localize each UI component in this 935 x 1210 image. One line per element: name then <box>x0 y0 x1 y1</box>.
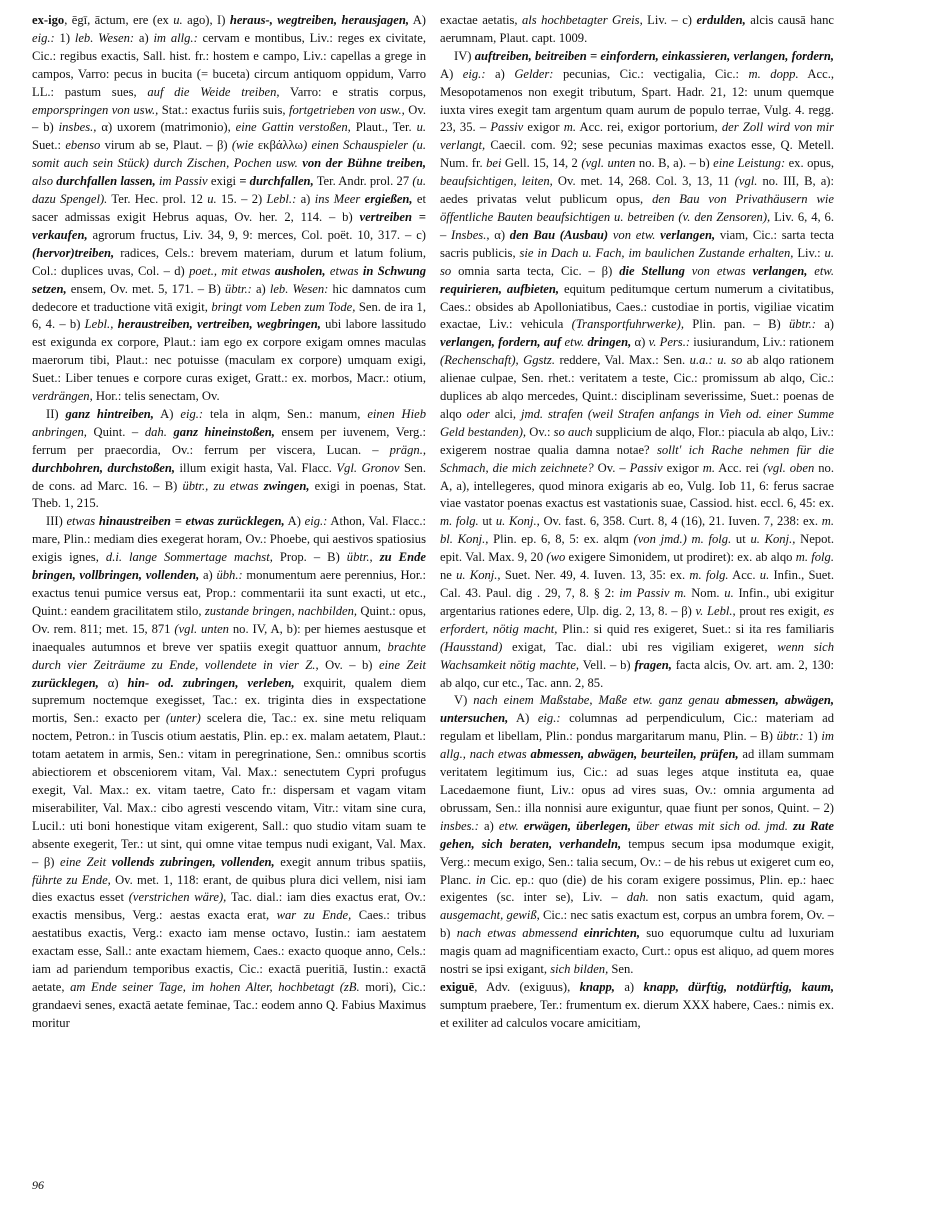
entry-exigo-section-4: IV) auftreiben, beitreiben = einfordern, einkassieren, verlangen, fordern, A) eig.: a) Gelder: pecunias, Cic.: vectigalia, Cic.: m. dopp. Acc., Mesopotamenos non exegit tributum, Spart. Hadr. 21, 12: unum quemque iuxta vires exegit tam argentum quam aurum de populo terrae, Vulg. 4. regg. 23, 35. – Passiv exigor m. Acc. rei, exigor portorium, der Zoll wird von mir verlangt, Caecil. com. 92; sese pecunias maximas exactos esse, Q. Metell. Num. fr. bei Gell. 15, 14, 2 (vgl. unten no. B, a). – b) eine Leistung: ex. opus, beaufsichtigen, leiten, Ov. met. 14, 268. Col. 3, 13, 11 (vgl. no. III, B, a): aedes privatas velut publicum opus, den Bau von Privathäusern wie öffentliche Bauten beaufsichtigen u. betreiben (v. den Zensoren), Liv. 6, 4, 6. – Insbes., α) den Bau (Ausbau) von etw. verlangen, viam, Cic.: sarta tecta sacris publicis, sie in Dach u. Fach, im baulichen Zustande erhalten, Liv.: u. so omnia sarta tecta, Cic. – β) die Stellung von etwas verlangen, etw. requirieren, aufbieten, equitum peditumque certum numerum a civitatibus, Caes.: obsides ab Apolloniatibus, Caes.: custodiae in portis, vigiliae vicatim exactae, Liv.: vehicula (Transportfuhrwerke), Plin. pan. – B) übtr.: a) verlangen, fordern, auf etw. dringen, α) v. Pers.: iusiurandum, Liv.: rationem (Rechenschaft), Ggstz. reddere, Val. Max.: Sen. u.a.: u. so ab alqo rationem alienae culpae, Sen. rhet.: veritatem a teste, Cic.: promissum ab alqo, Cic.: duplices ab alqo mercedes, Quint.: disciplinam severissime, Suet.: poenas de alqo oder alci, jmd. strafen (weil Strafen anfangs in Vieh od. einer Summe Geld bestanden), Ov.: so auch supplicium de alqo, Flor.: piacula ab alqo, Liv.: exigerem nostrae qualia damna notae? sollt' ich Rache nehmen für die Schmach, die mich zeichnete? Ov. – Passiv exigor m. Acc. rei (vgl. oben no. A, a), intellegeres, quod minora exigaris ab eo, Vulg. Iob 11, 6: ferus sacrae viae vastator poenas exactus est vastationis suae, Cassiod. hist. eccl. 6, 45: ex. m. folg. ut u. Konj., Ov. fast. 6, 358. Curt. 8, 4 (16), 21. Iuven. 7, 238: ex. m. bl. Konj., Plin. ep. 6, 8, 5: ex. alqm (von jmd.) m. folg. ut u. Konj., Nepot. epit. Val. Max. 9, 20 (wo exigere Simonidem, ut prodiret): ex. ab alqo m. folg. ne u. Konj., Suet. Ner. 49, 4. Iuven. 13, 35: ex. m. folg. Acc. u. Infin., Suet. Cal. 43. Paul. dig . 29, 7, 8. § 2: im Passiv m. Nom. u. Infin., ubi exigitur argentarius rationes edere, Ulp. dig. 2, 13, 8. – β) v. Lebl., prout res exigit, es erfordert, nötig macht, Plin.: si quid res exigeret, Suet.: si ita res familiaris (Hausstand) exigat, Tac. dial.: ubi res vigiliam exigeret, wenn sich Wachsamkeit nötig machte, Vell. – b) fragen, facta alcis, Ov. art. am. 2, 130: ab alqo, cur etc., Tac. ann. 2, 85. <box>440 48 835 690</box>
right-column <box>440 12 834 1033</box>
entry-exigo-section-2: II) ganz hintreiben, A) eig.: tela in alqm, Sen.: manum, einen Hieb anbringen, Quint. – dah. ganz hineinstoßen, ensem per iuvenem, Verg.: ferrum per praecordia, Ov.: ferrum per viscera, Lucan. – prägn., durchbohren, durchstoßen, illum exigit hasta, Val. Flacc. Vgl. Gronov Sen. de cons. ad Marc. 16. – B) übtr., zu etwas zwingen, exigi in poenas, Stat. Theb. 1, 215. <box>32 406 427 511</box>
entry-exigo-section-5: V) nach einem Maßstabe, Maße etw. ganz genau abmessen, abwägen, untersuchen, A) eig.: columnas ad perpendiculum, Cic.: materiam ad regulam et libellam, Plin.: pondus margaritarum manu, Plin. – B) übtr.: 1) im allg., nach etwas abmessen, abwägen, beurteilen, prüfen, ad illam summam veritatem legitimum ius, Cic.: ad suas leges atque instituta ea, quae Lacedaemone fiunt, Liv.: opus ad vires suas, Ov.: omnia argumenta ad obrussam, Sen.: illa nonnisi aure exiguntur, quae fiunt per sonos, Quint. – 2) insbes.: a) etw. erwägen, überlegen, über etwas mit sich od. jmd. zu Rate gehen, sich beraten, verhandeln, tempus secum ipsa modumque exigit, Verg.: mecum exigo, Sen.: talia secum, Ov.: – de his rebus ut exigeret cum eo, Planc. in Cic. ep.: quo (die) de his coram exigere possimus, Plin. ep.: haec exigentes (sc. inter se), Liv. – dah. non satis exactum, quid agam, ausgemacht, gewiß, Cic.: nec satis exactum est, corpus an umbra forem, Ov. – b) nach etwas abmessend einrichten, suo equorumque cultu ad luxuriam magis quam ad magnificentiam exacto, Curt.: opus est aliquo, ad quem mores nostri se ipsi exigant, sich bilden, Sen. <box>440 693 835 977</box>
entry-exigo-section-3-cont: exactae aetatis, als hochbetagter Greis, Liv. – c) erdulden, alcis causā hanc aerumnam, Plaut. capt. 1009. <box>440 13 835 45</box>
entry-exigo-section-3: III) etwas hinaustreiben = etwas zurücklegen, A) eig.: Athon, Val. Flacc.: mare, Plin.: mediam dies exegerat horam, Ov.: Phoebe, qui aestivos spatiosius exigis ignes, d.i. lange Sommertage machst, Prop. – B) übtr., zu Ende bringen, vollbringen, vollenden, a) übh.: monumentum aere perennius, Hor.: exactus tenui pumice versus eat, Prop.: commentarii ita sunt exacti, ut etc., Quint.: eandem gracilitatem stilo, zustande bringen, nachbilden, Quint.: opus, Ov. rem. 811; met. 15, 871 (vgl. unten no. IV, A, b): per hiemes aestusque et inaequales autumnos et breve ver spatiis exegit quattuor annum, brachte durch vier Zeiträume zu Ende, vollendete in vier Z., Ov. – b) eine Zeit zurücklegen, α) hin- od. zubringen, verleben, exquirit, qualem diem supremum noctemque exegisset, Tac.: ex. triginta dies in exspectatione mortis, Sen.: exacto per (unter) scelera die, Tac.: ex. sine metu reliquam noctem, Petron.: in Tuscis otium aestatis, Plin. ep.: ex. malam aetatem, Plaut.: totam aetatem in armis, Sen.: vitam in peregrinatione, Sen.: omnibus scortis abiectiorem et obsceniorem vitam, Val. Max.: senectutem Cypri profugus exegit, Val. Max.: ex. vitam taetre, Cato fr.: dispersam et vagam vitam miserabiliter, Val. Max.: cibo agresti vescendo vitam, Vitr.: vitam sine cura, Lucil.: uti boni honestique vitam exigerent, Sall.: quo studio vitam suam te absente exegerit, Ter.: ut sint, qui omne vitae tempus nudi exigant, Val. Max. – β) eine Zeit vollends zubringen, vollenden, exegit annum tribus spatiis, führte zu Ende, Ov. met. 1, 118: erant, de quibus plura dici vellem, nisi iam dies exactus esset (verstrichen wäre), Tac. dial.: iam dies exactus erat, Ov.: exactis mensibus, Verg.: aestas exacta erat, war zu Ende, Caes.: tribus aestatibus exactis, Verg.: exacto iam mense octavo, Iustin.: iam aestatem exactam esse, Sall.: ante exactam hiemem, Caes.: exacto quoque anno, Cels.: iam ad pariendum temporibus exactis, Cic.: exactā pueritiā, Iustin.: exactā aetate, am Ende seiner Tage, im hohen Alter, hochbetagt (zB. mori), Cic.: grandaevi senes, exactā aetate feminae, Tac.: eodem anno Q. Fabius Maximus moritur <box>32 514 427 1030</box>
entry-exigo-part-1: ex-igo, ēgī, āctum, ere (ex u. ago), I) heraus-, wegtreiben, herausjagen, A) eig.: 1) leb. Wesen: a) im allg.: cervam e montibus, Liv.: reges ex civitate, Cic.: regibus exactis, Sall. hist. fr.: hostem e campo, Liv.: capellas a grege in campos, Varro: pecus in bucita (= buceta) circum antiquom oppidum, Varro LL.: pastum sues, auf die Weide treiben, Varro: e stratis corpus, emporspringen von usw., Stat.: exactus furiis suis, fortgetrieben von usw., Ov. – b) insbes., α) uxorem (matrimonio), eine Gattin verstoßen, Plaut., Ter. u. Suet.: ebenso virum ab se, Plaut. – β) (wie εκβάλλω) einen Schauspieler (u. somit auch sein Stück) durch Zischen, Pochen usw. von der Bühne treiben, also durchfallen lassen, im Passiv exigi = durchfallen, Ter. Andr. prol. 27 (u. dazu Spengel). Ter. Hec. prol. 12 u. 15. – 2) Lebl.: a) ins Meer ergießen, et sacer admissas exigit Hebrus aquas, Ov. her. 2, 114. – b) vertreiben = verkaufen, agrorum fructus, Liv. 34, 9, 9: merces, Col. poët. 10, 317. – c) (hervor)treiben, radices, Cels.: brevem materiam, durum et latum folium, Col.: duplices uvas, Col. – d) poet., mit etwas ausholen, etwas in Schwung setzen, ensem, Ov. met. 5, 171. – B) übtr.: a) leb. Wesen: hic damnatos cum dedecore et traductione vitā exigit, bringt vom Leben zum Tode, Sen. de ira 1, 6, 4. – b) Lebl., heraustreiben, vertreiben, wegbringen, ubi labore lassitudo est exigunda ex corpore, Plaut.: iam ego ex corpore exigam omnes maculas maerorum tibi, Plaut.: nec potuisse (maculam ex corpore) umquam exigi, Suet.: Liber tenues e corpore curas exiget, Gratt.: ex. morbos, Macr.: otium, verdrängen, Hor.: telis senectam, Ov. <box>32 13 427 404</box>
left-column <box>32 12 426 1033</box>
entry-exigue: exiguē, Adv. (exiguus), knapp, a) knapp, dürftig, notdürftig, kaum, sumptum praebere, Ter.: frumentum ex. dierum XXX habere, Caes.: nimis ex. et exiliter ad calculos vocare amicitiam, <box>440 979 834 1030</box>
page-number: 96 <box>32 1178 44 1192</box>
